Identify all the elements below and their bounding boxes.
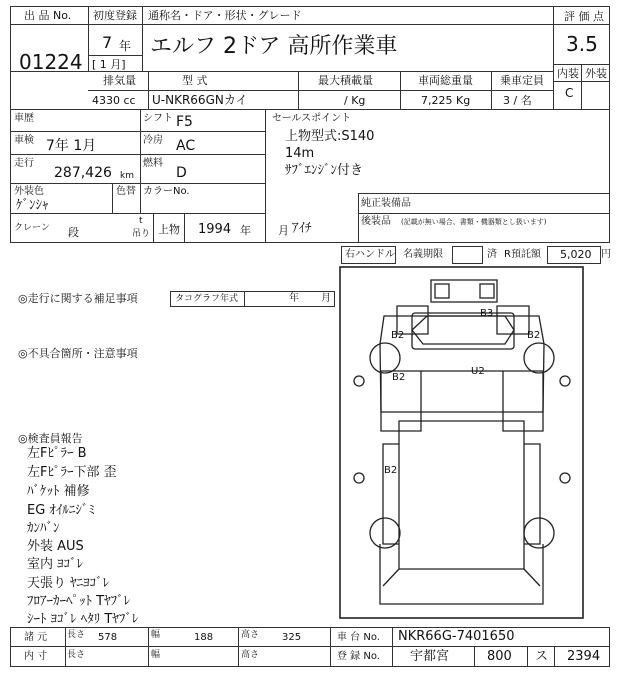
lot-number: 01224 (19, 50, 83, 74)
crane-t: t (139, 216, 143, 226)
body-year: 1994 (198, 222, 232, 237)
color-code-label: カラーNo. (143, 186, 190, 197)
driving-notes-label: ◎走行に関する補足事項 (18, 292, 138, 305)
shift-value: F5 (176, 114, 193, 130)
body-month-unit: 月 (278, 224, 289, 237)
length-label: 長さ (67, 630, 86, 640)
crane-label: クレーン (14, 223, 50, 233)
damage-mark-b3: B3 (480, 308, 494, 319)
capacity-value: 3 / 名 (503, 94, 532, 107)
fuel-value: D (176, 165, 187, 181)
inspector-line-5: ｶﾝﾊﾞﾝ (27, 521, 60, 536)
recycle-amount: 5,020 (560, 248, 592, 261)
tachograph-label: タコグラフ年式 (175, 294, 239, 304)
fuel-label: 燃料 (143, 158, 163, 169)
color-label: 外装色 (14, 186, 44, 197)
mileage-label: 走行 (14, 158, 34, 169)
mileage-value: 287,426 (54, 165, 112, 181)
first-reg-month: [ 1 月] (92, 58, 126, 71)
body-label: 上物 (158, 223, 180, 236)
registration-class: 800 (487, 649, 512, 664)
capacity-label: 乗車定員 (500, 74, 544, 87)
recycle-status: 済 (487, 249, 497, 260)
tachograph-year-unit: 年 (289, 293, 299, 304)
owner-change-label: 名義期限 (403, 249, 443, 260)
height-label: 高さ (241, 630, 260, 640)
equipment-label: 純正装備品 (361, 198, 411, 209)
ac-value: AC (176, 138, 196, 154)
recycle-deposit-label: R預託額 (504, 249, 541, 260)
color-change-label: 色替 (116, 186, 136, 197)
sales-points-label: セールスポイント (272, 113, 352, 124)
model-name: エルフ 2ドア 高所作業車 (150, 34, 398, 59)
handle-value: 右ハンドル (345, 249, 395, 260)
displacement-label: 排気量 (103, 74, 136, 87)
history-label: 車歴 (14, 113, 34, 124)
inspector-line-3: ﾊﾞｹｯﾄ 補修 (27, 484, 90, 499)
width-value: 188 (194, 632, 214, 643)
inspector-line-8: 天張り ﾔﾆﾖｺﾞﾚ (27, 576, 110, 591)
damage-mark-u2-roof: U2 (471, 366, 485, 377)
max-load-unit: / Kg (344, 94, 366, 107)
displacement-value: 4330 cc (92, 94, 136, 107)
sales-point-line-3: ｻﾌﾞｴﾝｼﾞﾝ付き (285, 163, 364, 178)
grade-value: 3.5 (566, 32, 598, 56)
aftermarket-note: (記載が無い場合、書類・機器類とし扱います) (401, 218, 547, 226)
width-label: 幅 (151, 630, 161, 640)
chassis-label: 車 台 No. (337, 632, 380, 643)
body-maker: ｱｲﾁ (292, 221, 312, 236)
sales-point-line-2: 14m (285, 146, 315, 161)
chassis-value: NKR66G-7401650 (398, 629, 515, 644)
inner-dim-row-label: 内 寸 (24, 651, 48, 662)
type-value: U-NKR66GNカイ (152, 93, 248, 107)
color-value: ｹﾞﾝｼｬ (16, 198, 49, 213)
specs-row-label: 諸 元 (24, 632, 48, 643)
registration-label: 登 録 No. (337, 651, 380, 662)
damage-mark-b2-left-door: B2 (392, 372, 406, 383)
interior-grade: C (565, 86, 574, 100)
inner-height-label: 高さ (241, 650, 260, 660)
inner-width-label: 幅 (151, 650, 161, 660)
defects-label: ◎不具合箇所・注意事項 (18, 347, 138, 360)
crane-hanging: 吊り (132, 229, 151, 239)
exterior-label: 外装 (585, 67, 607, 80)
yen-unit: 円 (601, 249, 611, 260)
vehicle-damage-diagram (339, 266, 585, 620)
inspector-line-7: 室内 ﾖｺﾞﾚ (27, 557, 84, 572)
type-label: 型 式 (182, 74, 208, 87)
gross-weight-label: 車両総重量 (418, 74, 473, 87)
owner-change-box (452, 246, 483, 264)
inner-length-label: 長さ (67, 650, 86, 660)
grade-label: 評 価 点 (564, 10, 604, 23)
shift-label: シフト (143, 113, 173, 124)
inspector-line-4: EG ｵｲﾙﾆｼﾞﾐ (27, 503, 95, 518)
max-load-label: 最大積載量 (318, 74, 373, 87)
inspector-line-9: ﾌﾛｱｰｶｰﾍﾟｯﾄ Tﾔﾌﾞﾚ (27, 594, 131, 609)
inspector-line-1: 左Fﾋﾟﾗｰ B (27, 446, 87, 461)
inspector-line-6: 外装 AUS (27, 539, 84, 554)
first-reg-year: 7 (102, 33, 113, 52)
first-reg-year-unit: 年 (119, 39, 132, 53)
ac-label: 冷房 (143, 135, 163, 146)
lot-label: 出 品 No. (24, 9, 72, 22)
length-value: 578 (98, 632, 118, 643)
registration-kana: ス (535, 649, 549, 664)
inspector-line-2: 左Fﾋﾟﾗｰ下部 歪 (27, 465, 117, 480)
gross-weight-value: 7,225 Kg (421, 94, 471, 107)
damage-mark-b2-front-left: B2 (391, 330, 405, 341)
height-value: 325 (282, 632, 302, 643)
registration-number: 2394 (567, 649, 601, 664)
body-year-unit: 年 (240, 224, 251, 237)
damage-mark-b2-front-right: B2 (527, 330, 541, 341)
inspector-line-10: ｼｰﾄ ﾖｺﾞﾚ ﾍﾀﾘ Tﾔﾌﾞﾚ (27, 612, 139, 627)
inspection-value: 7年 1月 (46, 138, 97, 154)
crane-stage: 段 (68, 226, 79, 239)
sales-point-line-1: 上物型式:S140 (285, 129, 375, 144)
inspection-label: 車検 (14, 135, 34, 146)
model-name-label: 通称名・ドア・形状・グレード (148, 9, 302, 22)
damage-mark-b2-left-body: B2 (384, 465, 398, 476)
mileage-unit: km (120, 171, 134, 181)
inspector-label: ◎検査員報告 (18, 432, 83, 445)
first-reg-label: 初度登録 (93, 9, 137, 22)
aftermarket-label: 後装品 (361, 216, 391, 227)
registration-area: 宇都宮 (410, 649, 450, 664)
tachograph-month-unit: 月 (321, 293, 331, 304)
interior-label: 内装 (557, 67, 579, 80)
